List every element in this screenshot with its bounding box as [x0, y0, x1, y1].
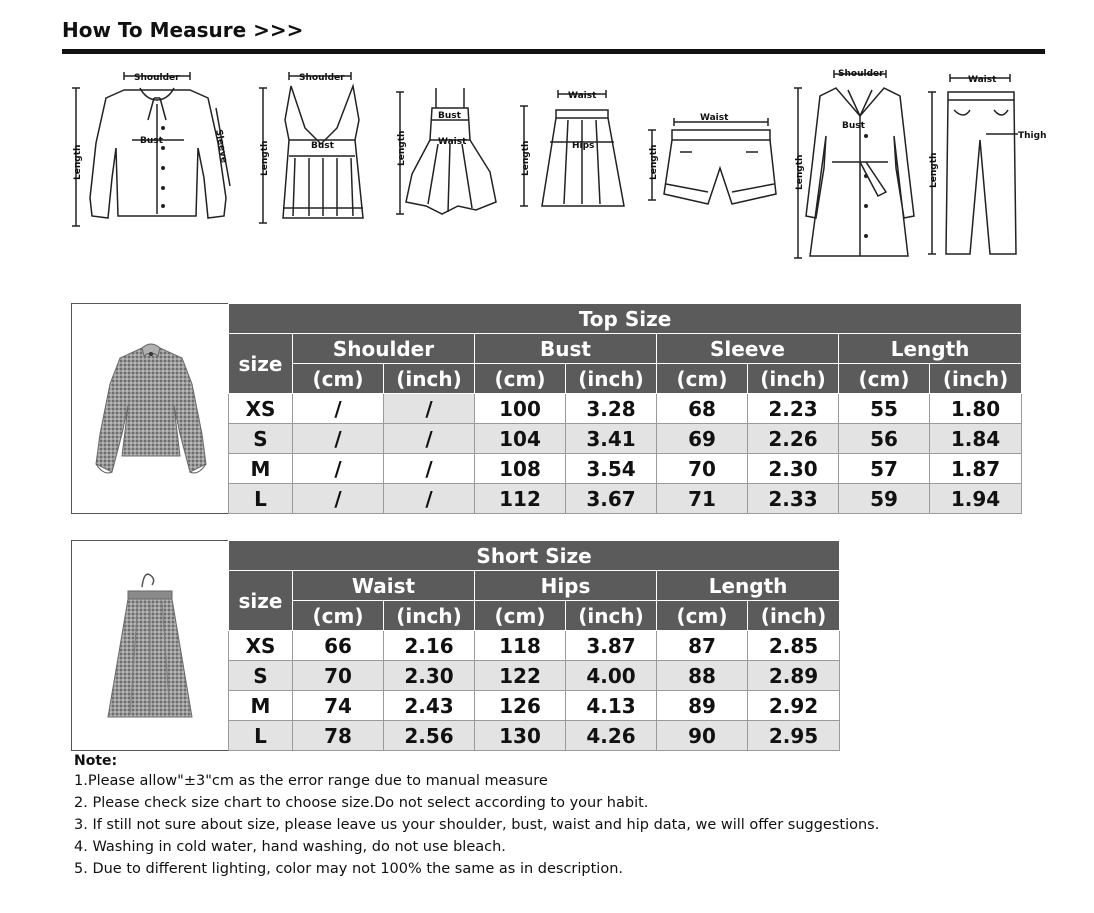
value-cell: 118 [475, 631, 566, 661]
thigh-label-7: Thigh [1018, 131, 1047, 141]
title-divider [62, 49, 1045, 54]
blouse-sketch [66, 68, 246, 238]
short-group-length: Length [657, 571, 840, 601]
value-cell: 3.54 [566, 454, 657, 484]
waist-label-7: Waist [968, 75, 997, 85]
value-cell: 3.67 [566, 484, 657, 514]
bust-label-6: Bust [842, 121, 865, 131]
value-cell: / [293, 394, 384, 424]
value-cell: 3.41 [566, 424, 657, 454]
waist-label-3: Waist [438, 137, 467, 147]
bust-label-3: Bust [438, 111, 461, 121]
value-cell: 100 [475, 394, 566, 424]
value-cell: 66 [293, 631, 384, 661]
coat-sketch [790, 66, 920, 266]
short-unit: (inch) [748, 601, 840, 631]
hips-label-4: Hips [572, 141, 595, 151]
top-group-shoulder: Shoulder [293, 334, 475, 364]
value-cell: / [293, 424, 384, 454]
top-unit: (inch) [748, 364, 839, 394]
shorts-sketch [644, 110, 779, 210]
value-cell: 2.56 [384, 721, 475, 751]
value-cell: 59 [839, 484, 930, 514]
size-cell: L [229, 484, 293, 514]
skirt-sketch [516, 86, 631, 214]
size-cell: S [229, 661, 293, 691]
skirt-photo [71, 540, 230, 751]
value-cell: / [293, 484, 384, 514]
value-cell: 88 [657, 661, 748, 691]
value-cell: 1.84 [930, 424, 1022, 454]
value-cell: 104 [475, 424, 566, 454]
value-cell: 87 [657, 631, 748, 661]
note-item: 4. Washing in cold water, hand washing, do not use bleach. [74, 839, 506, 855]
value-cell: / [293, 454, 384, 484]
top-table-row [229, 454, 1022, 484]
top-unit: (inch) [384, 364, 475, 394]
top-unit: (cm) [475, 364, 566, 394]
top-unit: (inch) [566, 364, 657, 394]
waist-label-5: Waist [700, 113, 729, 123]
top-group-bust: Bust [475, 334, 657, 364]
note-item: 1.Please allow"±3"cm as the error range due to manual measure [74, 773, 548, 789]
shoulder-label: Shoulder [134, 73, 180, 83]
value-cell: 130 [475, 721, 566, 751]
value-cell: 2.16 [384, 631, 475, 661]
value-cell: 70 [657, 454, 748, 484]
waist-label-4: Waist [568, 91, 597, 101]
value-cell: 2.23 [748, 394, 839, 424]
value-cell: 3.28 [566, 394, 657, 424]
shoulder-label-6: Shoulder [838, 69, 884, 79]
notes-heading: Note: [74, 753, 118, 769]
top-table-row [229, 424, 1022, 454]
sleeve-label: Sleeve [213, 128, 229, 164]
trousers-sketch [924, 70, 1047, 260]
value-cell: 70 [293, 661, 384, 691]
size-cell: XS [229, 394, 293, 424]
value-cell: 57 [839, 454, 930, 484]
value-cell: 2.30 [384, 661, 475, 691]
value-cell: 1.87 [930, 454, 1022, 484]
value-cell: 3.87 [566, 631, 657, 661]
top-unit: (inch) [930, 364, 1022, 394]
top-group-length: Length [839, 334, 1022, 364]
length-label-5: Length [649, 144, 659, 180]
dress-sketch [392, 84, 507, 234]
value-cell: 2.85 [748, 631, 840, 661]
short-table-row [229, 661, 840, 691]
value-cell: 71 [657, 484, 748, 514]
short-unit: (cm) [657, 601, 748, 631]
value-cell: 122 [475, 661, 566, 691]
value-cell: 56 [839, 424, 930, 454]
short-unit: (inch) [384, 601, 475, 631]
value-cell: 2.92 [748, 691, 840, 721]
top-unit: (cm) [293, 364, 384, 394]
top-unit: (cm) [657, 364, 748, 394]
value-cell: 2.89 [748, 661, 840, 691]
note-item: 3. If still not sure about size, please leave us your shoulder, bust, waist and hip data, we will offer suggestions. [74, 817, 880, 833]
bust-label-2: Bust [311, 141, 334, 151]
length-label-6: Length [795, 154, 805, 190]
value-cell: 78 [293, 721, 384, 751]
value-cell: 108 [475, 454, 566, 484]
note-item: 5. Due to different lighting, color may not 100% the same as in description. [74, 861, 624, 877]
blouse-photo [71, 303, 230, 514]
size-cell: S [229, 424, 293, 454]
bust-label: Bust [140, 136, 163, 146]
length-label-7: Length [929, 152, 939, 188]
size-cell: XS [229, 631, 293, 661]
short-table-row [229, 721, 840, 751]
value-cell: 2.95 [748, 721, 840, 751]
value-cell: / [384, 484, 475, 514]
top-size-table [228, 303, 1022, 514]
value-cell: / [384, 394, 475, 424]
value-cell: 74 [293, 691, 384, 721]
short-unit: (inch) [566, 601, 657, 631]
value-cell: 4.00 [566, 661, 657, 691]
value-cell: 112 [475, 484, 566, 514]
short-group-hips: Hips [475, 571, 657, 601]
page-title: How To Measure >>> [62, 18, 304, 42]
value-cell: 1.80 [930, 394, 1022, 424]
short-size-table [228, 540, 840, 751]
value-cell: 2.26 [748, 424, 839, 454]
value-cell: 2.33 [748, 484, 839, 514]
length-label-2: Length [260, 140, 270, 176]
shoulder-label-2: Shoulder [299, 73, 345, 83]
short-group-waist: Waist [293, 571, 475, 601]
note-item: 2. Please check size chart to choose size.Do not select according to your habit. [74, 795, 649, 811]
notes-section [74, 752, 879, 880]
top-size-header: size [229, 334, 293, 394]
value-cell: 2.30 [748, 454, 839, 484]
value-cell: 89 [657, 691, 748, 721]
top-table-row [229, 484, 1022, 514]
short-unit: (cm) [475, 601, 566, 631]
value-cell: 4.13 [566, 691, 657, 721]
short-table-row [229, 691, 840, 721]
vest-sketch [255, 68, 380, 233]
value-cell: 4.26 [566, 721, 657, 751]
value-cell: 90 [657, 721, 748, 751]
value-cell: 126 [475, 691, 566, 721]
top-group-sleeve: Sleeve [657, 334, 839, 364]
value-cell: 1.94 [930, 484, 1022, 514]
top-table-row [229, 394, 1022, 424]
length-label-3: Length [397, 130, 407, 166]
size-cell: M [229, 454, 293, 484]
top-table-title: Top Size [229, 304, 1022, 334]
size-cell: M [229, 691, 293, 721]
size-cell: L [229, 721, 293, 751]
value-cell: 68 [657, 394, 748, 424]
value-cell: / [384, 454, 475, 484]
value-cell: 2.43 [384, 691, 475, 721]
length-label: Length [73, 144, 83, 180]
value-cell: / [384, 424, 475, 454]
value-cell: 69 [657, 424, 748, 454]
value-cell: 55 [839, 394, 930, 424]
short-unit: (cm) [293, 601, 384, 631]
length-label-4: Length [521, 140, 531, 176]
top-unit: (cm) [839, 364, 930, 394]
short-table-row [229, 631, 840, 661]
short-table-title: Short Size [229, 541, 840, 571]
short-size-header: size [229, 571, 293, 631]
